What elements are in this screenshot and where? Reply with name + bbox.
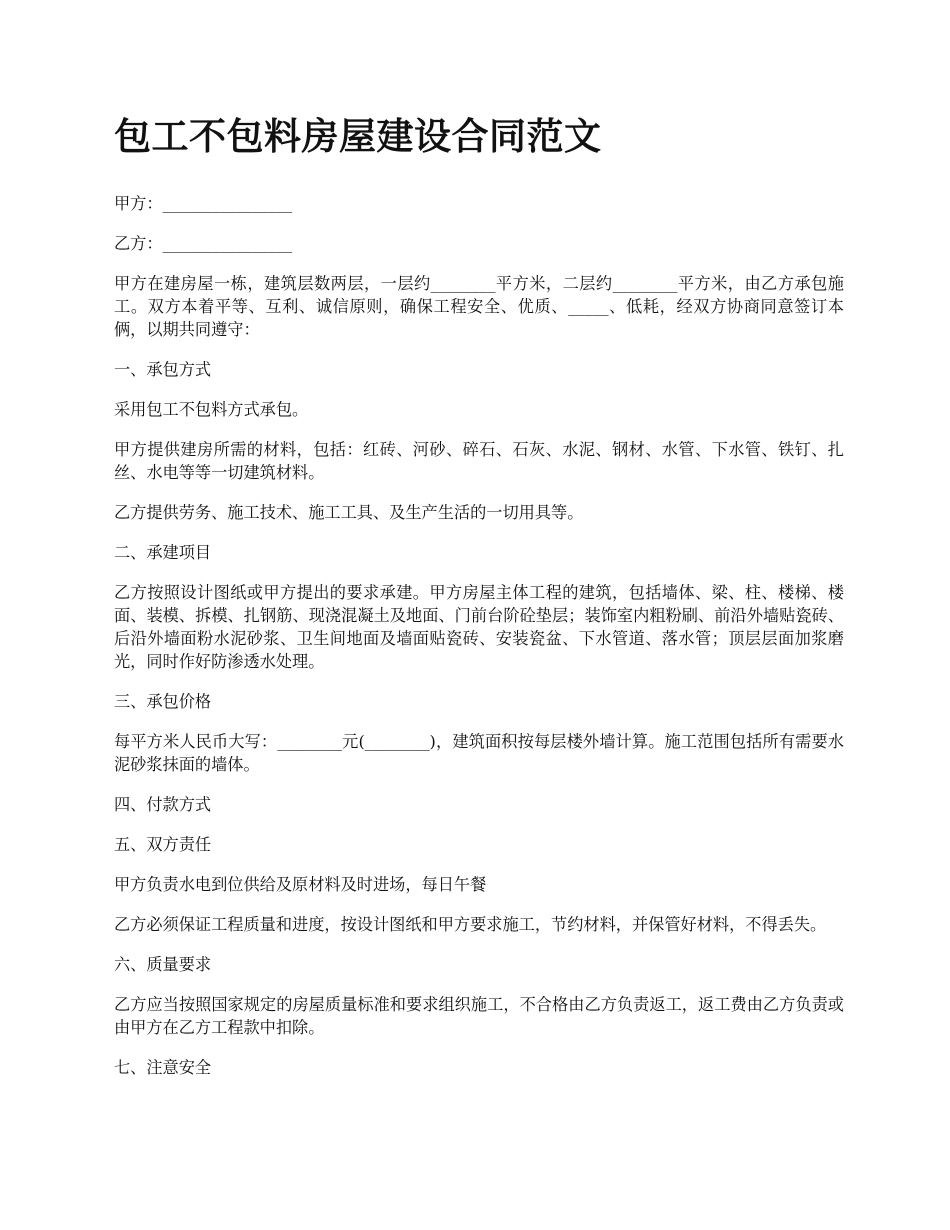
quality-paragraph: 乙方应当按照国家规定的房屋质量标准和要求组织施工，不合格由乙方负责返工，返工费由乙方负责或由甲方在乙方工程款中扣除。 bbox=[114, 995, 844, 1037]
section-heading-quality: 六、质量要求 bbox=[114, 955, 212, 974]
contract-method-paragraph: 采用包工不包料方式承包。 bbox=[114, 400, 309, 419]
intro-paragraph: 甲方在建房屋一栋，建筑层数两层，一层约________平方米，二层约________平方米，由乙方承包施工。双方本着平等、互利、诚信原则，确保工程安全、优质、_____、低耗，经双方协商同意签订本俩，以期共同遵守： bbox=[114, 274, 844, 339]
section-heading-responsibilities: 五、双方责任 bbox=[114, 835, 212, 854]
document-body bbox=[114, 110, 844, 1096]
document-title: 包工不包料房屋建设合同范文 bbox=[114, 114, 602, 158]
section-heading-price: 三、承包价格 bbox=[114, 692, 212, 711]
construction-items-paragraph: 乙方按照设计图纸或甲方提出的要求承建。甲方房屋主体工程的建筑，包括墙体、梁、柱、楼梯、楼面、装模、拆模、扎钢筋、现浇混凝土及地面、门前台阶砼垫层；装饰室内粗粉刷、前沿外墙贴瓷砖、后沿外墙面粉水泥砂浆、卫生间地面及墙面贴瓷砖、安装瓷盆、下水管道、落水管；顶层层面加浆磨光，同时作好防渗透水处理。 bbox=[114, 583, 844, 671]
section-heading-safety: 七、注意安全 bbox=[114, 1058, 212, 1077]
section-heading-payment: 四、付款方式 bbox=[114, 795, 212, 814]
labor-paragraph: 乙方提供劳务、施工技术、施工工具、及生产生活的一切用具等。 bbox=[114, 503, 584, 522]
materials-paragraph: 甲方提供建房所需的材料，包括：红砖、河砂、碎石、石灰、水泥、钢材、水管、下水管、铁钉、扎丝、水电等等一切建筑材料。 bbox=[114, 440, 844, 482]
party-b-responsibility-paragraph: 乙方必须保证工程质量和进度，按设计图纸和甲方要求施工，节约材料，并保管好材料，不得丢失。 bbox=[114, 915, 827, 934]
section-heading-construction-items: 二、承建项目 bbox=[114, 543, 212, 562]
party-a-responsibility-paragraph: 甲方负责水电到位供给及原材料及时进场，每日午餐 bbox=[114, 875, 487, 894]
price-paragraph: 每平方米人民币大写：________元(________)，建筑面积按每层楼外墙计算。施工范围包括所有需要水泥砂浆抹面的墙体。 bbox=[114, 732, 844, 774]
section-heading-contract-method: 一、承包方式 bbox=[114, 360, 212, 379]
party-b-line: 乙方：________________ bbox=[114, 234, 293, 253]
party-a-line: 甲方：________________ bbox=[114, 194, 293, 213]
